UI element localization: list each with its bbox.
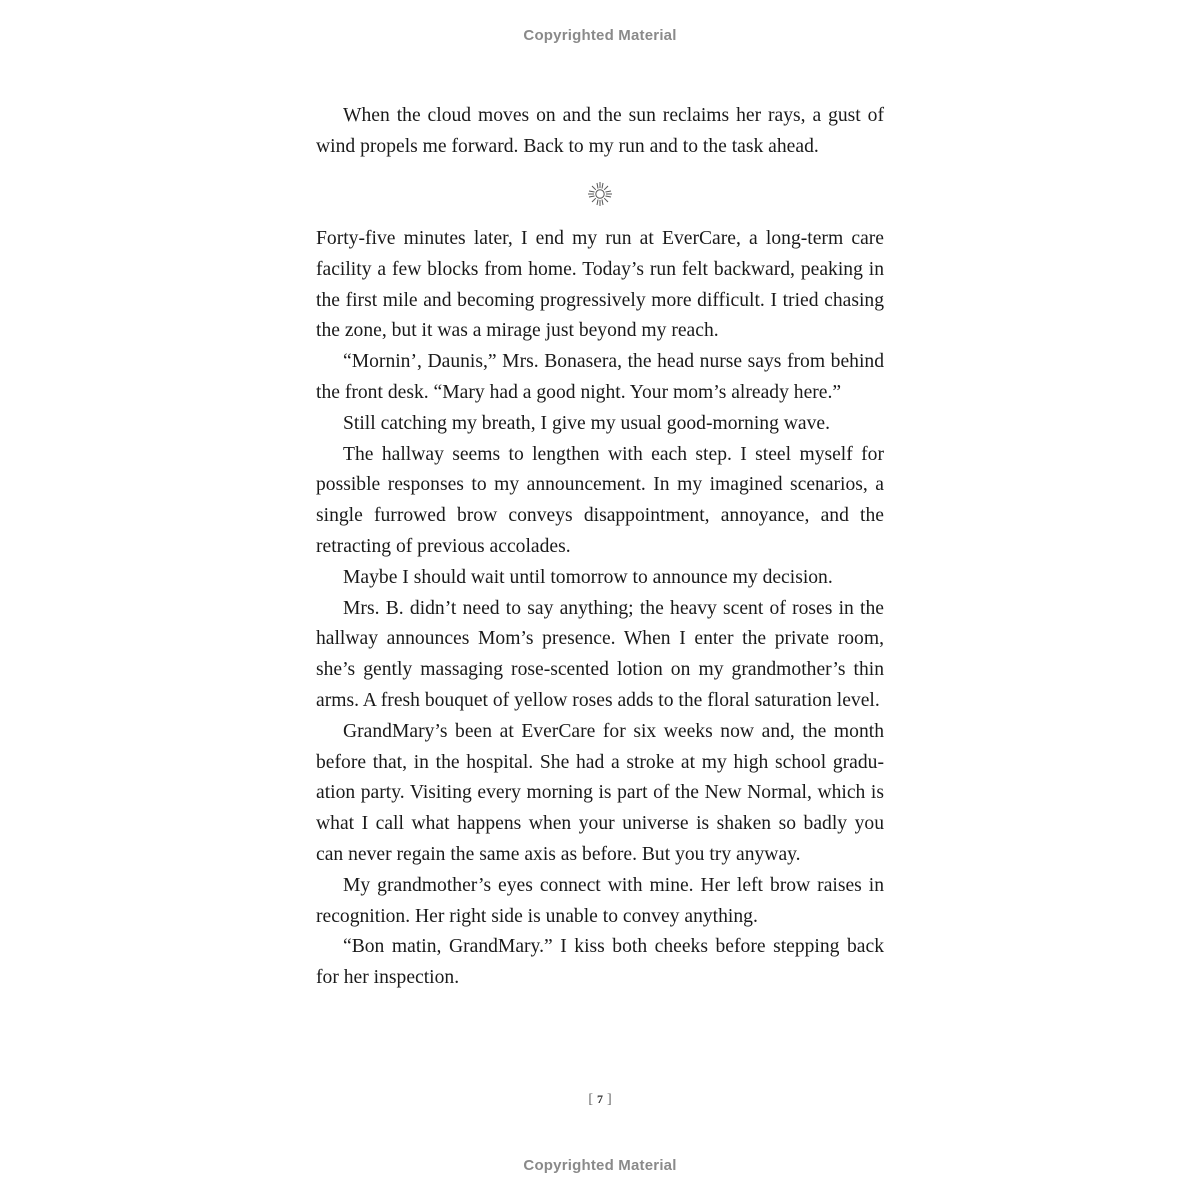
paragraph: Forty-five minutes later, I end my run at EverCare, a long-term care facility a few blocks from home. Today’s run felt backward, peaking in the first mile and becoming progressively more difficult. I tried chasing the zone, but it was a mirage just beyond my reach.: [316, 228, 884, 342]
section-one-text: [316, 101, 884, 163]
paragraph: “Bon matin, GrandMary.” I kiss both cheeks before stepping back for her inspection.: [316, 936, 884, 989]
paragraph: Mrs. B. didn’t need to say anything; the heavy scent of roses in the hallway announces Mom’s presence. When I enter the private room, she’s gently massaging rose-scented lotion on my grandmother’s thin arms. A fresh bouquet of yellow roses adds to the floral saturation level.: [316, 597, 884, 711]
paragraph: Maybe I should wait until tomorrow to announce my decision.: [343, 566, 833, 588]
paragraph: Still catching my breath, I give my usual good-morning wave.: [343, 412, 831, 434]
section-two-text: [316, 224, 884, 994]
paragraph: The hallway seems to lengthen with each step. I steel myself for possible responses to my announcement. In my imagined scenarios, a single furrowed brow conveys disappointment, annoyance, and the retracting of previous accolades.: [316, 443, 884, 557]
paragraph: GrandMary’s been at EverCare for six weeks now and, the month before that, in the hospital. She had a stroke at my high school graduation party. Visiting every morning is part of the New Normal, which is what I call what happens when your universe is shaken so badly you can never regain the same axis as before. But you try anyway.: [316, 720, 884, 865]
folio-right-bracket: ]: [607, 1092, 612, 1107]
paragraph: When the cloud moves on and the sun reclaims her rays, a gust of wind propels me forward. Back to my run and to the task ahead.: [316, 105, 884, 157]
copyright-watermark-top: Copyrighted Material: [523, 27, 677, 44]
page-number: [0, 1092, 1200, 1108]
sunburst-ornament-icon: [586, 180, 614, 208]
folio-left-bracket: [: [588, 1092, 593, 1107]
copyright-watermark-bottom: Copyrighted Material: [523, 1157, 677, 1174]
folio-number: 7: [597, 1092, 603, 1106]
paragraph: “Mornin’, Daunis,” Mrs. Bonasera, the head nurse says from behind the front desk. “Mary had a good night. Your mom’s already here.”: [316, 351, 884, 403]
paragraph: My grandmother’s eyes connect with mine. Her left brow raises in recognition. Her right side is unable to convey anything.: [316, 874, 884, 927]
